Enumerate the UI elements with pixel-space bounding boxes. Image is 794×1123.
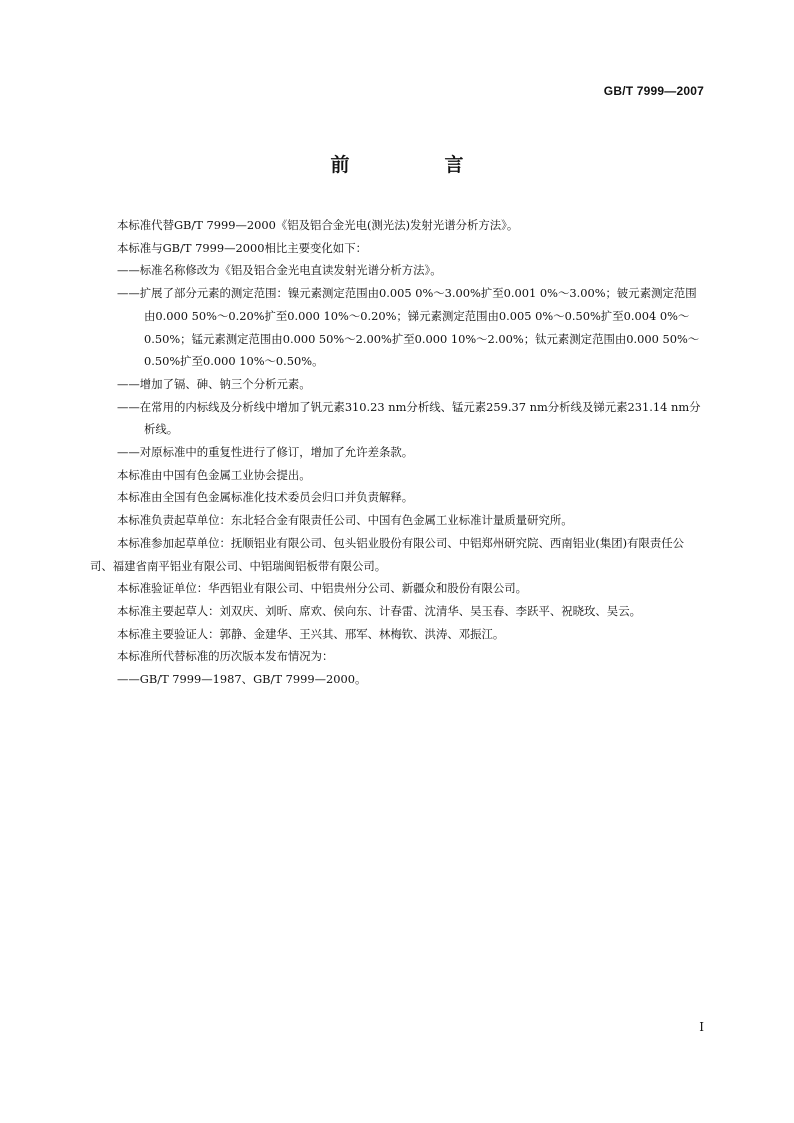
paragraph: 本标准所代替标准的历次版本发布情况为： bbox=[117, 649, 334, 664]
paragraph: 本标准参加起草单位：抚顺铝业有限公司、包头铝业股份有限公司、中铝郑州研究院、西南铝业(集团)有限责任公司、福建省南平铝业有限公司、中铝瑞闽铝板带有限公司。 bbox=[90, 535, 685, 573]
dash-item: ——对原标准中的重复性进行了修订，增加了允许差条款。 bbox=[117, 445, 414, 460]
paragraph: 本标准主要验证人：郭静、金建华、王兴其、邢军、林梅钦、洪涛、邓振江。 bbox=[117, 626, 505, 641]
paragraph: 本标准验证单位：华西铝业有限公司、中铝贵州分公司、新疆众和股份有限公司。 bbox=[117, 581, 528, 596]
paragraph: 本标准由全国有色金属标准化技术委员会归口并负责解释。 bbox=[117, 490, 414, 505]
dash-item: ——GB/T 7999—1987、GB/T 7999—2000。 bbox=[117, 672, 367, 687]
page-title: 前 言 bbox=[330, 154, 502, 176]
standard-code: GB/T 7999—2007 bbox=[603, 84, 704, 98]
paragraph: 本标准主要起草人：刘双庆、刘昕、席欢、侯向东、计春雷、沈清华、吴玉春、李跃平、祝晓玫、吴云。 bbox=[117, 603, 641, 618]
paragraph: 本标准代替GB/T 7999—2000《铝及铝合金光电(测光法)发射光谱分析方法》。 bbox=[117, 218, 519, 232]
foreword-body bbox=[90, 214, 704, 691]
page-number: I bbox=[699, 1020, 704, 1034]
dash-item: ——标准名称修改为《铝及铝合金光电直读发射光谱分析方法》。 bbox=[117, 263, 442, 278]
paragraph: 本标准由中国有色金属工业协会提出。 bbox=[117, 467, 311, 482]
dash-item: ——增加了镉、砷、钠三个分析元素。 bbox=[117, 376, 311, 391]
dash-item: ——扩展了部分元素的测定范围：镍元素测定范围由0.005 0%～3.00%扩至0.001 0%～3.00%；铍元素测定范围由0.000 50%～0.20%扩至0.000 10%～0.20%；锑元素测定范围由0.005 0%～0.50%扩至0.004 0%～0.50%；锰元素测定范围由0.000 50%～2.00%扩至0.000 10%～2.00%；钛元素测定范围由0.000 50%～0.50%扩至0.000 10%～0.50%。 bbox=[117, 286, 700, 369]
dash-item: ——在常用的内标线及分析线中增加了钒元素310.23 nm分析线、锰元素259.37 nm分析线及锑元素231.14 nm分析线。 bbox=[117, 399, 701, 437]
paragraph: 本标准与GB/T 7999—2000相比主要变化如下： bbox=[117, 240, 367, 255]
paragraph: 本标准负责起草单位：东北轻合金有限责任公司、中国有色金属工业标准计量质量研究所。 bbox=[117, 513, 573, 528]
